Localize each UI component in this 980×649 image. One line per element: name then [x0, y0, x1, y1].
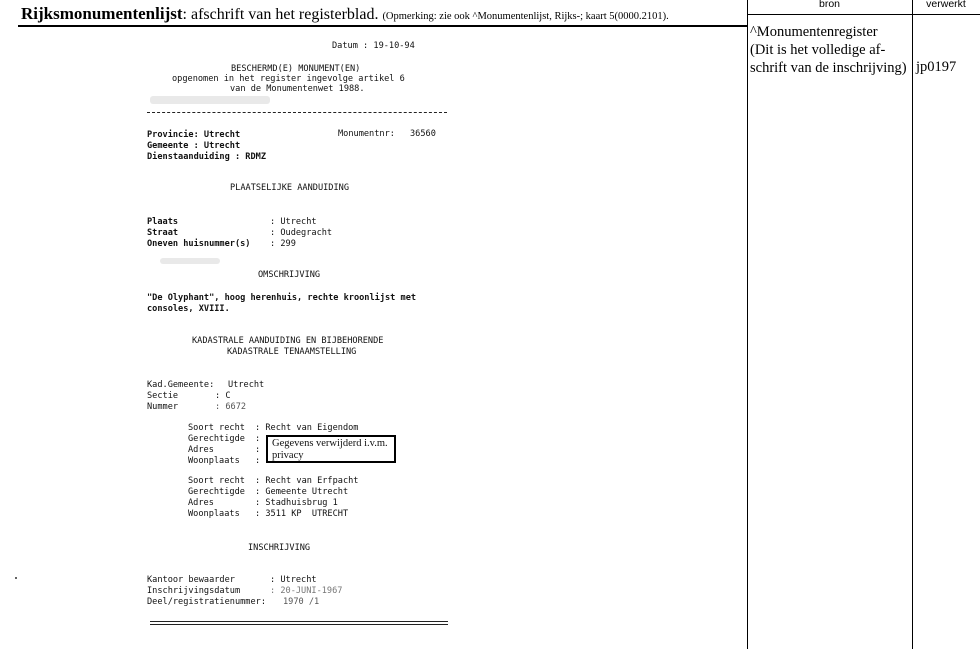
omschrijving-line: "De Olyphant", hoog herenhuis, rechte kroonlijst met: [147, 293, 417, 303]
adres-label: Adres: [188, 498, 214, 508]
inschrijvingsdatum-label: Inschrijvingsdatum: [147, 586, 241, 596]
section-plaatselijke-aanduiding: PLAATSELIJKE AANDUIDING: [230, 183, 349, 193]
woonplaats-label: Woonplaats: [188, 509, 240, 519]
deel-label: Deel/registratienummer:: [147, 597, 266, 607]
gerechtigde-label: Gerechtigde: [188, 434, 245, 444]
header-rule: [18, 25, 747, 27]
verwerkt-cell: jp0197: [916, 59, 957, 75]
verwerkt-header: verwerkt: [926, 0, 966, 10]
huisnummer-label: Oneven huisnummer(s): [147, 239, 251, 249]
gerechtigde-value: :: [255, 434, 261, 444]
kantoor-label: Kantoor bewaarder: [147, 575, 235, 585]
kad-gemeente-value: Utrecht: [228, 380, 265, 390]
bron-cell: [750, 23, 912, 77]
bron-line: ^Monumentenregister: [750, 24, 878, 40]
adres-label: Adres: [188, 445, 214, 455]
intro-line: BESCHERMD(E) MONUMENT(EN): [231, 64, 361, 74]
scan-speck: [15, 577, 17, 579]
bron-line: (Dit is het volledige af-: [750, 42, 886, 58]
section-kadastraal: KADASTRALE TENAAMSTELLING: [227, 347, 357, 357]
page-title: [21, 5, 669, 26]
section-omschrijving: OMSCHRIJVING: [258, 270, 321, 280]
bron-line: schrift van de inschrijving): [750, 60, 907, 76]
adres-value: : Stadhuisbrug 1: [255, 498, 338, 508]
section-inschrijving: INSCHRIJVING: [248, 543, 311, 553]
intro-line: opgenomen in het register ingevolge artikel 6: [172, 74, 405, 84]
provincie: Provincie: Utrecht: [147, 130, 241, 140]
gerechtigde-label: Gerechtigde: [188, 487, 245, 497]
deel-value: 1970 /1: [283, 597, 320, 607]
dienstaanduiding: Dienstaanduiding : RDMZ: [147, 152, 266, 162]
separator-dashed: [147, 112, 447, 113]
straat-value: : Oudegracht: [270, 228, 333, 238]
huisnummer-value: : 299: [270, 239, 296, 249]
scan-smudge: [160, 258, 220, 264]
column-divider-bron: [747, 0, 748, 649]
datum: Datum : 19-10-94: [332, 41, 415, 51]
intro-line: van de Monumentenwet 1988.: [230, 84, 365, 94]
plaats-label: Plaats: [147, 217, 179, 227]
soort-recht-label: Soort recht: [188, 423, 245, 433]
kad-gemeente-label: Kad.Gemeente:: [147, 380, 215, 390]
monumentnr-label: Monumentnr:: [338, 129, 395, 139]
nummer-label: Nummer: [147, 402, 179, 412]
sectie-value: : C: [215, 391, 231, 401]
section-kadastraal: KADASTRALE AANDUIDING EN BIJBEHORENDE: [192, 336, 384, 346]
title-rest: : afschrift van het registerblad.: [182, 6, 379, 23]
end-rule: [150, 621, 448, 622]
woonplaats-value: : 3511 KP UTRECHT: [255, 509, 349, 519]
sectie-label: Sectie: [147, 391, 179, 401]
straat-label: Straat: [147, 228, 179, 238]
bron-header: bron: [818, 0, 840, 10]
inschrijvingsdatum-value: : 20-JUNI-1967: [270, 586, 343, 596]
plaats-value: : Utrecht: [270, 217, 317, 227]
title-note: (Opmerking: zie ook ^Monumentenlijst, Rijks-; kaart 5(0000.2101).: [382, 11, 669, 22]
column-header-rule: [747, 14, 980, 15]
privacy-redaction-box: Gegevens verwijderd i.v.m. privacy: [266, 435, 396, 463]
omschrijving-line: consoles, XVIII.: [147, 304, 230, 314]
soort-recht-value: : Recht van Erfpacht: [255, 476, 359, 486]
soort-recht-label: Soort recht: [188, 476, 245, 486]
scan-smudge: [150, 96, 270, 104]
gemeente: Gemeente : Utrecht: [147, 141, 241, 151]
column-divider-verwerkt: [912, 0, 913, 649]
gerechtigde-value: : Gemeente Utrecht: [255, 487, 349, 497]
woonplaats-value: :: [255, 456, 261, 466]
kantoor-value: : Utrecht: [270, 575, 317, 585]
adres-value: :: [255, 445, 261, 455]
monumentnr-value: 36560: [410, 129, 436, 139]
end-rule: [150, 624, 448, 625]
title-bold: Rijksmonumentenlijst: [21, 4, 183, 23]
woonplaats-label: Woonplaats: [188, 456, 240, 466]
nummer-value: : 6672: [215, 402, 247, 412]
soort-recht-value: : Recht van Eigendom: [255, 423, 359, 433]
